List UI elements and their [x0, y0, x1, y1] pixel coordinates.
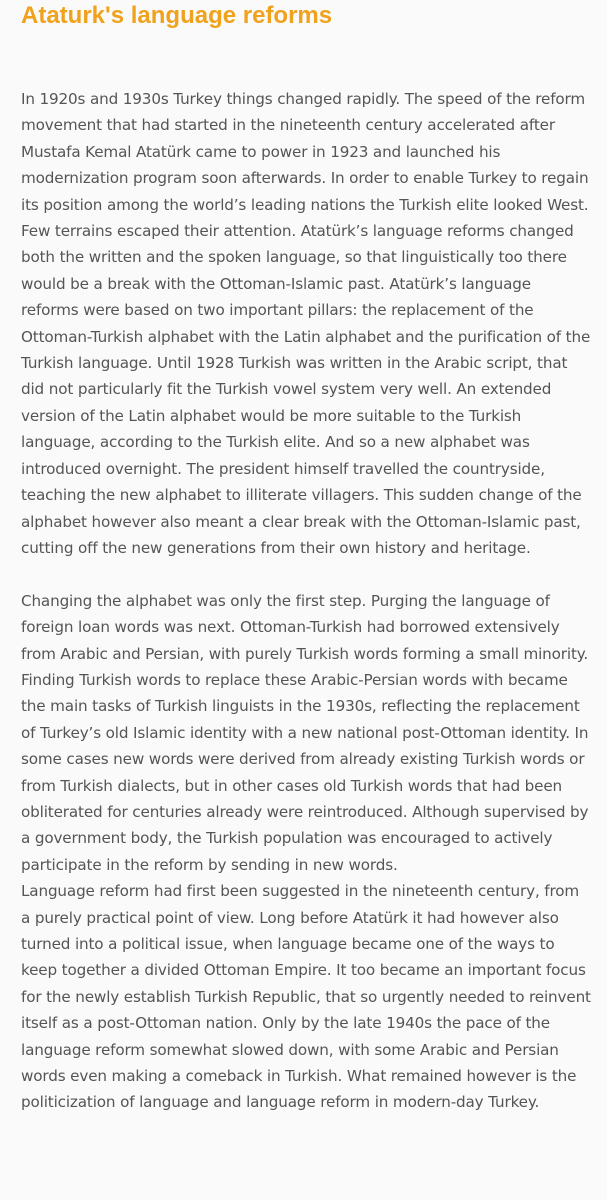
- article-paragraph-2: Changing the alphabet was only the first step. Purging the language of foreign loan words was next. Ottoman-Turkish had borrowed extensively from Arabic and Persian, with purely Turkish words forming a small minority. Finding Turkish words to replace these Arabic-Persian words with became the main tasks of Turkish linguists in the 1930s, reflecting the replacement of Turkey’s old Islamic identity with a new national post-Ottoman identity. In some cases new words were derived from already existing Turkish words or from Turkish dialects, but in other cases old Turkish words that had been obliterated for centuries already were reintroduced. Although supervised by a government body, the Turkish population was encouraged to actively participate in the reform by sending in new words.: [21, 591, 589, 874]
- article-body: [21, 86, 591, 1116]
- article-paragraph-3: Language reform had first been suggested in the nineteenth century, from a purely practical point of view. Long before Atatürk it had however also turned into a political issue, when language became one of the ways to keep together a divided Ottoman Empire. It too became an important focus for the newly establish Turkish Republic, that so urgently needed to reinvent itself as a post-Ottoman nation. Only by the late 1940s the pace of the language reform somewhat slowed down, with some Arabic and Persian words even making a comeback in Turkish. What remained however is the politicization of language and language reform in modern-day Turkey.: [21, 882, 591, 1112]
- article-title: Ataturk's language reforms: [21, 2, 333, 29]
- article-paragraph-1: In 1920s and 1930s Turkey things changed rapidly. The speed of the reform movement that had started in the nineteenth century accelerated after Mustafa Kemal Atatürk came to power in 1923 and launched his modernization program soon afterwards. In order to enable Turkey to regain its position among the world’s leading nations the Turkish elite looked West. Few terrains escaped their attention. Atatürk’s language reforms changed both the written and the spoken language, so that linguistically too there would be a break with the Ottoman-Islamic past. Atatürk’s language reforms were based on two important pillars: the replacement of the Ottoman-Turkish alphabet with the Latin alphabet and the purification of the Turkish language. Until 1928 Turkish was written in the Arabic script, that did not particularly fit the Turkish vowel system very well. An extended version of the Latin alphabet would be more suitable to the Turkish language, according to the Turkish elite. And so a new alphabet was introduced overnight. The president himself travelled the countryside, teaching the new alphabet to illiterate villagers. This sudden change of the alphabet however also meant a clear break with the Ottoman-Islamic past, cutting off the new generations from their own history and heritage.: [21, 90, 591, 557]
